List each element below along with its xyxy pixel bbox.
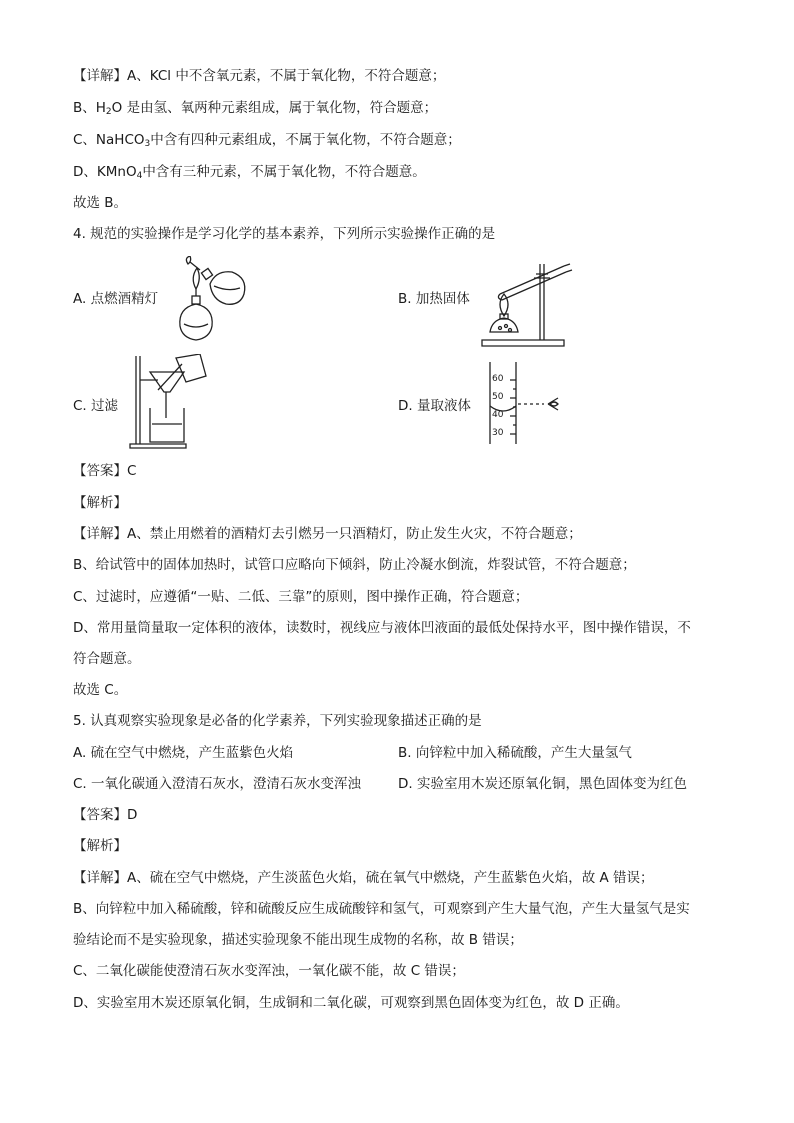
q5-stem: 5. 认真观察实验现象是必备的化学素养，下列实验现象描述正确的是 (73, 713, 482, 729)
q4-detail-c: C、过滤时，应遵循“一贴、二低、三靠”的原则，图中操作正确，符合题意； (73, 589, 529, 605)
q4-detail-a: 【详解】A、禁止用燃着的酒精灯去引燃另一只酒精灯，防止发生火灾，不符合题意； (73, 526, 582, 542)
graduated-cylinder-figure (482, 360, 572, 444)
q5-detail-c: C、二氧化碳能使澄清石灰水变浑浊，一氧化碳不能，故 C 错误； (73, 963, 465, 979)
q3-conclusion: 故选 B。 (73, 195, 128, 211)
q5-answer: 【答案】D (73, 807, 138, 823)
q4-option-a: A. 点燃酒精灯 (73, 291, 159, 307)
q5-detail-b-line1: B、向锌粒中加入稀硫酸，锌和硫酸反应生成硫酸锌和氢气，可观察到产生大量气泡，产生大量氢气是实 (73, 901, 690, 917)
cylinder-tick-50: 50 (492, 392, 504, 402)
cylinder-tick-30: 30 (492, 428, 504, 438)
q3-detail-c: C、NaHCO$_3$中含有四种元素组成，不属于氧化物，不符合题意； (73, 132, 461, 149)
q5-detail-d: D、实验室用木炭还原氧化铜，生成铜和二氧化碳，可观察到黑色固体变为红色，故 D 正确。 (73, 995, 629, 1011)
q3-detail-d: D、KMnO$_4$中含有三种元素，不属于氧化物，不符合题意。 (73, 164, 426, 181)
heating-solid-figure (478, 256, 578, 348)
q5-option-b: B. 向锌粒中加入稀硫酸，产生大量氢气 (398, 745, 632, 761)
cylinder-tick-60: 60 (492, 374, 504, 384)
alcohol-lamp-lighting-figure (170, 256, 254, 348)
q5-detail-b-line2: 验结论而不是实验现象，描述实验现象不能出现生成物的名称，故 B 错误； (73, 932, 523, 948)
q4-option-c: C. 过滤 (73, 398, 119, 414)
q5-option-d: D. 实验室用木炭还原氧化铜，黑色固体变为红色 (398, 776, 687, 792)
q4-analysis-tag: 【解析】 (73, 495, 127, 511)
q4-conclusion: 故选 C。 (73, 682, 128, 698)
q4-answer: 【答案】C (73, 463, 137, 479)
q4-detail-b: B、给试管中的固体加热时，试管口应略向下倾斜，防止冷凝水倒流，炸裂试管，不符合题意； (73, 557, 636, 573)
q5-option-a: A. 硫在空气中燃烧，产生蓝紫色火焰 (73, 745, 294, 761)
q4-detail-d-line1: D、常用量筒量取一定体积的液体，读数时，视线应与液体凹液面的最低处保持水平，图中操作错误，不 (73, 620, 691, 636)
q5-detail-a: 【详解】A、硫在空气中燃烧，产生淡蓝色火焰，硫在氧气中燃烧，产生蓝紫色火焰，故 A 错误； (73, 870, 654, 886)
detail-tag: 【详解】 (73, 68, 127, 84)
cylinder-tick-40: 40 (492, 410, 504, 420)
filtration-figure (128, 354, 212, 450)
q4-stem: 4. 规范的实验操作是学习化学的基本素养，下列所示实验操作正确的是 (73, 226, 496, 242)
q5-analysis-tag: 【解析】 (73, 838, 127, 854)
q3-detail-b: B、$H_2O$ 是由氢、氧两种元素组成，属于氧化物，符合题意； (73, 100, 438, 117)
q5-option-c: C. 一氧化碳通入澄清石灰水，澄清石灰水变浑浊 (73, 776, 362, 792)
q3-detail-a: 【详解】A、KCl 中不含氧元素，不属于氧化物，不符合题意； (73, 68, 446, 84)
q4-detail-d-line2: 符合题意。 (73, 651, 141, 667)
q4-option-d: D. 量取液体 (398, 398, 471, 414)
q4-option-b: B. 加热固体 (398, 291, 470, 307)
